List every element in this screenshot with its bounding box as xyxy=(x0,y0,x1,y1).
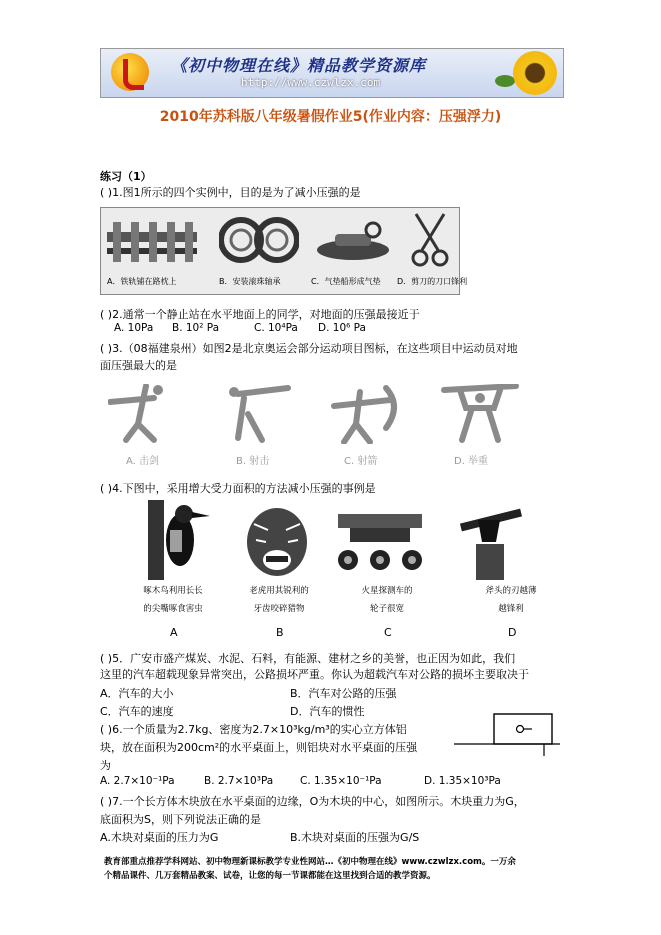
question-3-stem-cont: 面压强最大的是 xyxy=(100,359,177,372)
q2-option-c: C. 10⁴Pa xyxy=(254,322,298,334)
axe-image xyxy=(456,500,526,580)
q4-caption-b-line1: 老虎用其锐利的 xyxy=(249,586,309,596)
q4-letter-a: A xyxy=(170,626,178,639)
q4-caption-d-line2: 越锋利 xyxy=(498,604,524,614)
document-title: 2010年苏科版八年级暑假作业5(作业内容：压强浮力) xyxy=(159,109,502,125)
footer-line-2: 个精品课件、几万套精品教案、试卷，让您的每一节课都能在这里找到合适的教学资源。 xyxy=(104,871,436,881)
shooting-pictogram xyxy=(218,384,298,444)
q4-letter-b: B xyxy=(276,626,284,639)
q2-option-b: B. 10² Pa xyxy=(172,322,220,334)
weightlifting-pictogram xyxy=(440,384,520,444)
q6-option-a: A. 2.7×10⁻¹Pa xyxy=(100,775,175,787)
q3-caption-c: C. 射箭 xyxy=(344,456,378,467)
hovercraft-image xyxy=(313,212,393,268)
q6-option-b: B. 2.7×10³Pa xyxy=(204,775,274,787)
question-6-stem: ( )6.一个质量为2.7kg、密度为2.7×10³kg/m³的实心立方体铝 xyxy=(100,723,407,736)
header-banner xyxy=(100,48,564,98)
q6-option-c: C. 1.35×10⁻¹Pa xyxy=(300,775,382,787)
q4-caption-b-line2: 牙齿咬碎猎物 xyxy=(253,604,305,614)
question-5-stem: ( )5．广安市盛产煤炭、水泥、石料，有能源、建材之乡的美誉，也正因为如此，我们 xyxy=(100,652,516,665)
q5-option-c: C．汽车的速度 xyxy=(100,705,174,718)
q4-letter-c: C xyxy=(384,626,392,639)
sunflower-decoration xyxy=(513,51,557,95)
banner-url[interactable]: http://www.czwlzx.com xyxy=(241,76,381,89)
figure-1-caption-d: D．剪刀的刀口锋利 xyxy=(397,277,468,286)
q2-option-a: A. 10Pa xyxy=(114,322,154,334)
question-7-stem: ( )7.一个长方体木块放在水平桌面的边缘，O为木块的中心，如图所示。木块重力为G， xyxy=(100,795,525,808)
question-6-stem-end: 为 xyxy=(100,759,111,772)
figure-1-caption-a: A．铁轨铺在路枕上 xyxy=(107,277,177,286)
q2-option-d: D. 10⁶ Pa xyxy=(318,322,366,334)
question-5-stem-cont: 这里的汽车超载现象异常突出，公路损坏严重。你认为超载汽车对公路的损坏主要取决于 xyxy=(100,668,529,681)
q4-caption-c-line2: 轮子很宽 xyxy=(369,604,404,614)
q5-option-d: D．汽车的惯性 xyxy=(290,705,365,718)
q4-letter-d: D xyxy=(508,626,517,639)
question-1-stem: ( )1.图1所示的四个实例中，目的是为了减小压强的是 xyxy=(100,186,361,199)
q5-option-b: B．汽车对公路的压强 xyxy=(290,687,397,700)
q3-caption-b: B. 射击 xyxy=(236,456,270,467)
logo-mark-icon xyxy=(123,59,144,90)
q4-caption-a-line1: 啄木鸟利用长长 xyxy=(143,586,203,596)
q7-option-a: A.木块对桌面的压力为G xyxy=(100,831,219,844)
ball-bearing-image xyxy=(219,212,299,268)
rail-sleepers-image xyxy=(107,212,197,268)
figure-1-caption-c: C．气垫船形成气垫 xyxy=(311,277,381,286)
fencing-pictogram xyxy=(108,384,188,444)
woodpecker-image xyxy=(140,500,210,580)
q4-caption-c-line1: 火星探测车的 xyxy=(361,586,413,596)
page-footer xyxy=(104,855,564,883)
tiger-image xyxy=(242,500,312,580)
question-3-stem: ( )3.（08福建泉州）如图2是北京奥运会部分运动项目图标，在这些项目中运动员对地 xyxy=(100,342,518,355)
section-heading: 练习（1） xyxy=(100,170,152,183)
mars-rover-image xyxy=(330,500,430,580)
figure-1 xyxy=(100,207,468,295)
archery-pictogram xyxy=(330,384,410,444)
banner-title: 《初中物理在线》精品教学资源库 xyxy=(171,56,427,75)
q4-caption-a-line2: 的尖嘴啄食害虫 xyxy=(143,604,203,614)
question-2-stem: ( )2.通常一个静止站在水平地面上的同学，对地面的压强最接近于 xyxy=(100,308,420,321)
question-4-stem: ( )4.下图中，采用增大受力面积的方法减小压强的事例是 xyxy=(100,482,376,495)
question-6-stem-cont: 块，放在面积为200cm²的水平桌面上，则铝块对水平桌面的压强 xyxy=(100,741,418,754)
q3-caption-a: A. 击剑 xyxy=(126,456,160,467)
footer-line-1: 教育部重点推荐学科网站、初中物理新课标教学专业性网站…《初中物理在线》www.czwlzx.com。一万余 xyxy=(104,857,516,867)
q6-option-d: D. 1.35×10³Pa xyxy=(424,775,501,787)
q5-option-a: A．汽车的大小 xyxy=(100,687,174,700)
leaf-decoration xyxy=(495,75,515,87)
q4-caption-d-line1: 斧头的刃越薄 xyxy=(485,586,537,596)
q3-caption-d: D. 举重 xyxy=(454,456,489,467)
block-on-table-diagram xyxy=(454,710,560,756)
q7-option-b: B.木块对桌面的压强为G/S xyxy=(290,831,420,844)
scissors-image xyxy=(406,212,454,268)
figure-1-caption-b: B．安装滚珠轴承 xyxy=(219,277,281,286)
question-7-stem-cont: 底面积为S，则下列说法正确的是 xyxy=(100,813,261,826)
